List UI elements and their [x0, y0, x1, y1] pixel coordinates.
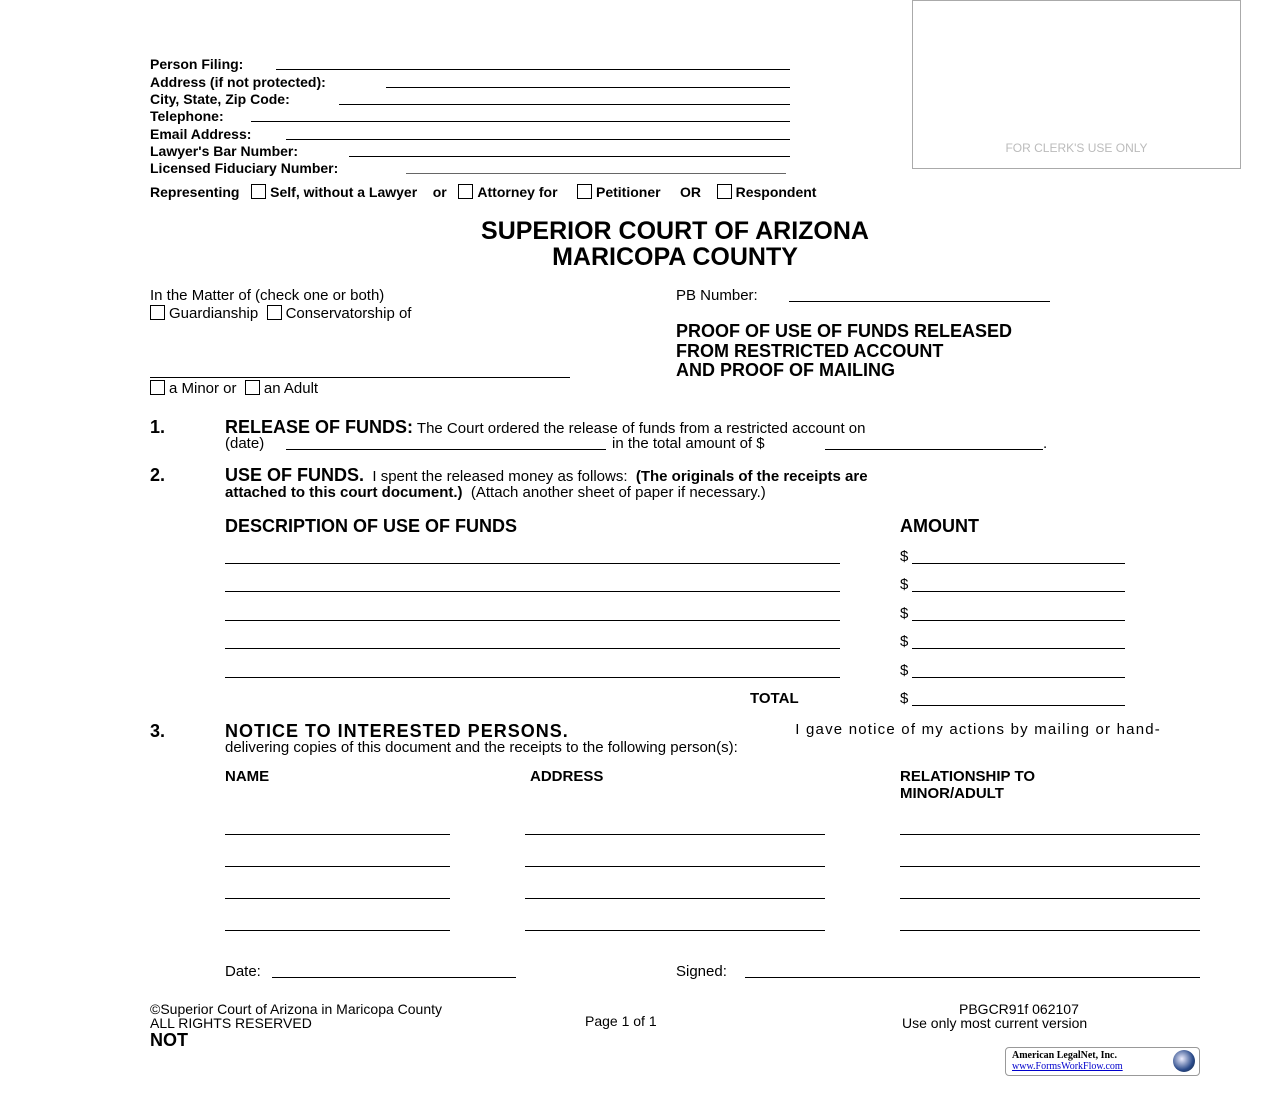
fund-description-input[interactable]: [225, 648, 840, 649]
dollar-sign: $: [900, 662, 909, 679]
person-address-input[interactable]: [525, 930, 825, 931]
logo-link[interactable]: www.FormsWorkFlow.com: [1012, 1061, 1123, 1072]
field-email-label: Email Address:: [150, 126, 252, 142]
document-title-1: PROOF OF USE OF FUNDS RELEASED: [676, 321, 1013, 341]
pb-number-input[interactable]: [789, 301, 1050, 302]
amount-column-header: AMOUNT: [900, 516, 979, 536]
fund-amount-input[interactable]: [912, 677, 1125, 678]
fund-description-input[interactable]: [225, 563, 840, 564]
total-dollar-sign: $: [900, 690, 909, 707]
release-date-input[interactable]: [286, 449, 606, 450]
dollar-sign: $: [900, 576, 909, 593]
total-input[interactable]: [912, 705, 1125, 706]
globe-icon: [1173, 1050, 1195, 1072]
person-relationship-input[interactable]: [900, 834, 1200, 835]
field-telephone-label: Telephone:: [150, 108, 224, 124]
minor-adult-row: [150, 380, 318, 397]
dollar-sign: $: [900, 605, 909, 622]
field-bar-label: Lawyer's Bar Number:: [150, 143, 299, 159]
person-address-input[interactable]: [525, 866, 825, 867]
adult-checkbox[interactable]: [245, 380, 260, 395]
conservatorship-checkbox[interactable]: [267, 305, 282, 320]
fiduciary-input[interactable]: [406, 173, 786, 174]
petitioner-label: Petitioner: [595, 184, 661, 200]
american-legalnet-logo[interactable]: [1005, 1047, 1200, 1076]
person-filing-input[interactable]: [276, 69, 790, 70]
fund-description-input[interactable]: [225, 591, 840, 592]
section-1-number: 1.: [150, 417, 166, 437]
version-note: Use only most current version: [902, 1015, 1088, 1031]
sign-date-label: Date:: [225, 963, 261, 980]
self-checkbox[interactable]: [251, 184, 266, 199]
period: .: [1043, 435, 1048, 452]
court-title: SUPERIOR COURT OF ARIZONA: [481, 217, 869, 245]
person-address-input[interactable]: [525, 834, 825, 835]
bar-number-input[interactable]: [349, 156, 790, 157]
section-2-number: 2.: [150, 465, 166, 485]
section-3-heading: NOTICE TO INTERESTED PERSONS.: [225, 721, 569, 741]
respondent-label: Respondent: [735, 184, 817, 200]
copyright: ©Superior Court of Arizona in Maricopa County: [150, 1001, 443, 1017]
attorney-label: Attorney for: [477, 184, 558, 200]
self-label: Self, without a Lawyer: [270, 184, 418, 200]
fund-amount-input[interactable]: [912, 591, 1125, 592]
matter-label: In the Matter of (check one or both): [150, 287, 385, 304]
date-label: (date): [225, 435, 265, 452]
name-column-header: NAME: [225, 768, 270, 785]
fund-amount-input[interactable]: [912, 620, 1125, 621]
petitioner-checkbox[interactable]: [577, 184, 592, 199]
dollar-sign: $: [900, 548, 909, 565]
section-1-line1: [225, 417, 866, 438]
guardianship-label: Guardianship: [169, 305, 259, 322]
document-title-3: AND PROOF OF MAILING: [676, 360, 895, 380]
minor-checkbox[interactable]: [150, 380, 165, 395]
person-name-input[interactable]: [225, 930, 450, 931]
logo-company: American LegalNet, Inc.: [1012, 1050, 1117, 1061]
email-input[interactable]: [286, 139, 790, 140]
form-code: PBGCR91f 062107: [959, 1001, 1079, 1017]
fund-description-input[interactable]: [225, 620, 840, 621]
field-address-label: Address (if not protected):: [150, 74, 326, 90]
city-input[interactable]: [339, 104, 790, 105]
telephone-input[interactable]: [251, 121, 790, 122]
adult-label: an Adult: [263, 380, 319, 397]
document-title-2: FROM RESTRICTED ACCOUNT: [676, 341, 944, 361]
section-1-text: The Court ordered the release of funds from a restricted account on: [416, 420, 866, 437]
person-relationship-input[interactable]: [900, 866, 1200, 867]
matter-type-row: [150, 305, 411, 322]
section-2-bold: (The originals of the receipts are: [635, 468, 868, 485]
person-name-input[interactable]: [225, 834, 450, 835]
guardianship-checkbox[interactable]: [150, 305, 165, 320]
section-3-number: 3.: [150, 721, 166, 741]
section-3-text2: delivering copies of this document and the receipts to the following person(s):: [225, 739, 738, 756]
clerk-use-box: [912, 0, 1241, 169]
section-2-text: [225, 465, 1163, 486]
total-label: TOTAL: [750, 690, 799, 707]
or-label: or: [432, 184, 447, 200]
fund-amount-input[interactable]: [912, 648, 1125, 649]
section-2-body: I spent the released money as follows:: [372, 468, 628, 485]
field-city-label: City, State, Zip Code:: [150, 91, 290, 107]
not-label: NOT: [150, 1030, 188, 1050]
field-person-filing-label: Person Filing:: [150, 56, 244, 72]
person-name-input[interactable]: [225, 866, 450, 867]
clerk-use-label: FOR CLERK'S USE ONLY: [1005, 141, 1148, 155]
relationship-column-header-2: MINOR/ADULT: [900, 785, 1004, 802]
dollar-sign: $: [900, 633, 909, 650]
section-1-heading: RELEASE OF FUNDS:: [225, 417, 414, 437]
relationship-column-header: RELATIONSHIP TO: [900, 768, 1036, 785]
section-2-line2: [225, 484, 766, 501]
address-column-header: ADDRESS: [530, 768, 604, 785]
ward-name-input[interactable]: [150, 377, 570, 378]
conservatorship-label: Conservatorship of: [285, 305, 412, 322]
representing-label: Representing: [150, 184, 240, 200]
fund-description-input[interactable]: [225, 677, 840, 678]
signature-input[interactable]: [745, 977, 1200, 978]
fund-amount-input[interactable]: [912, 563, 1125, 564]
sign-date-input[interactable]: [272, 977, 516, 978]
representing-row: [150, 184, 816, 200]
county-title: MARICOPA COUNTY: [552, 243, 798, 271]
person-relationship-input[interactable]: [900, 898, 1200, 899]
address-input[interactable]: [386, 87, 790, 88]
respondent-checkbox[interactable]: [717, 184, 732, 199]
section-2-bold2: attached to this court document.): [225, 484, 463, 501]
signed-label: Signed:: [676, 963, 727, 980]
person-name-input[interactable]: [225, 898, 450, 899]
section-2-note: (Attach another sheet of paper if necessary.): [470, 484, 766, 501]
total-amount-label: in the total amount of $: [612, 435, 765, 452]
total-amount-input[interactable]: [825, 449, 1043, 450]
description-column-header: DESCRIPTION OF USE OF FUNDS: [225, 516, 518, 536]
person-address-input[interactable]: [525, 898, 825, 899]
attorney-checkbox[interactable]: [458, 184, 473, 199]
person-relationship-input[interactable]: [900, 930, 1200, 931]
section-3-text: I gave notice of my actions by mailing or hand-: [795, 721, 1161, 738]
or-label-2: OR: [680, 184, 702, 200]
field-fiduciary-label: Licensed Fiduciary Number:: [150, 160, 339, 176]
page-number: Page 1 of 1: [585, 1013, 657, 1029]
rights-reserved: ALL RIGHTS RESERVED: [150, 1015, 312, 1031]
section-2-heading: USE OF FUNDS.: [225, 465, 365, 485]
pb-number-label: PB Number:: [676, 287, 758, 304]
minor-label: a Minor or: [169, 380, 237, 397]
